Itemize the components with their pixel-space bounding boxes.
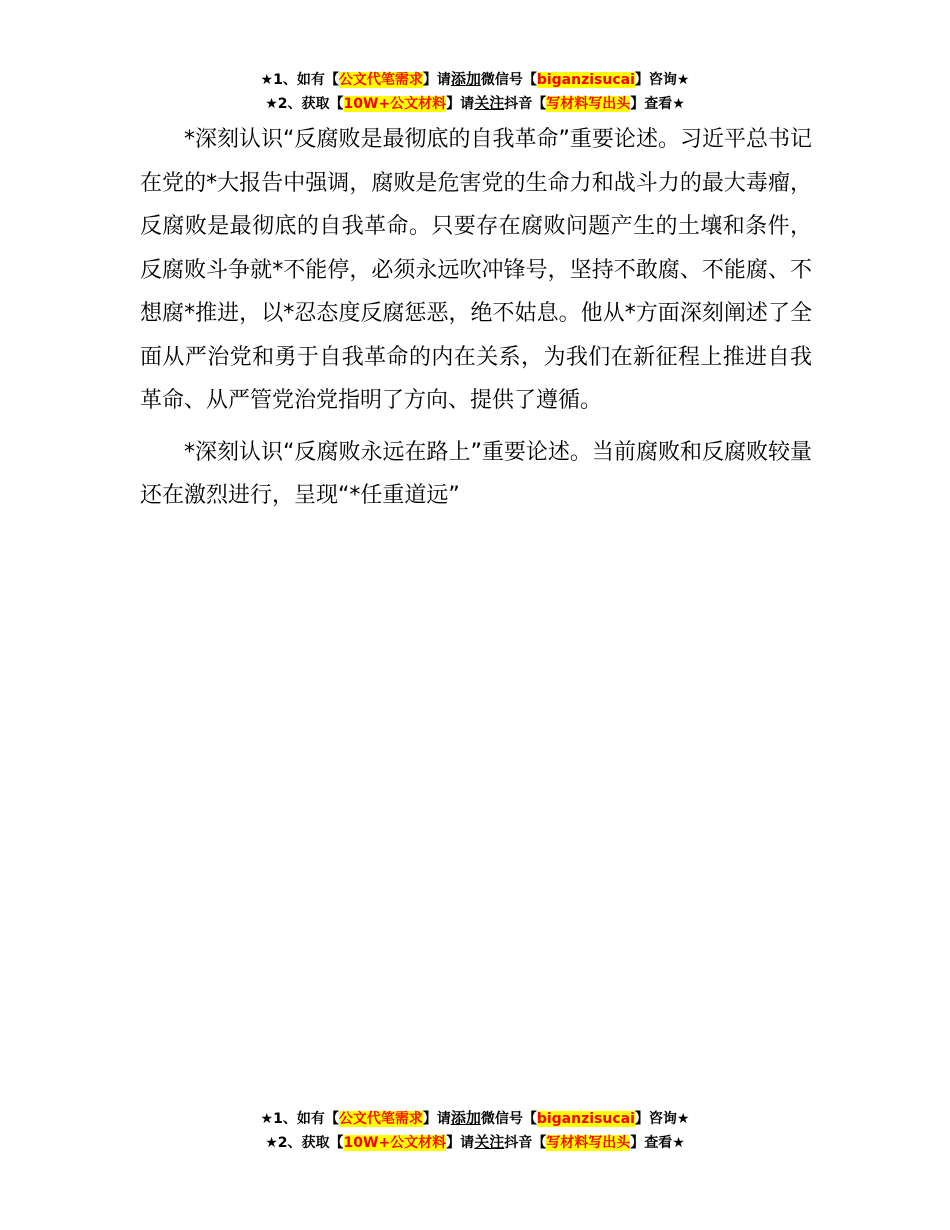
header-ad-banner bbox=[0, 68, 950, 116]
emphasized-text: 关注 bbox=[474, 94, 505, 112]
document-body bbox=[140, 118, 812, 526]
highlighted-wechat-id: biganzisucai bbox=[536, 72, 635, 88]
banner-text: 】查看★ bbox=[630, 1135, 685, 1151]
banner-text: ★2、获取【 bbox=[265, 96, 344, 112]
body-paragraph: *深刻认识“反腐败是最彻底的自我革命”重要论述。习近平总书记在党的*大报告中强调，腐败是危害党的生命力和战斗力的最大毒瘤，反腐败是最彻底的自我革命。只要存在腐败问题产生的土壤和条件，反腐败斗争就*不能停，必须永远吹冲锋号，坚持不敢腐、不能腐、不想腐*推进，以*忍态度反腐惩恶，绝不姑息。他从*方面深刻阐述了全面从严治党和勇于自我革命的内在关系，为我们在新征程上推进自我革命、从严管党治党指明了方向、提供了遵循。 bbox=[140, 127, 812, 413]
banner-text: 】请 bbox=[422, 1111, 451, 1127]
banner-text: 】查看★ bbox=[630, 96, 685, 112]
highlighted-account-name: 写材料写出头 bbox=[546, 96, 631, 112]
banner-text: ★1、如有【 bbox=[260, 1111, 339, 1127]
emphasized-text: 关注 bbox=[474, 1133, 505, 1151]
highlighted-text: 公文代笔需求 bbox=[338, 72, 423, 88]
banner-text: 】咨询★ bbox=[634, 1111, 690, 1127]
banner-text: 】请 bbox=[422, 72, 451, 88]
banner-text: ★2、获取【 bbox=[265, 1135, 344, 1151]
highlighted-account-name: 写材料写出头 bbox=[546, 1135, 631, 1151]
highlighted-wechat-id: biganzisucai bbox=[536, 1111, 635, 1127]
header-banner-line-2 bbox=[0, 92, 950, 116]
banner-text: 】咨询★ bbox=[634, 72, 690, 88]
banner-text: 微信号【 bbox=[480, 72, 537, 88]
highlighted-text: 10W+公文材料 bbox=[343, 96, 447, 112]
emphasized-text: 添加 bbox=[450, 1109, 481, 1127]
highlighted-text: 公文代笔需求 bbox=[338, 1111, 423, 1127]
body-paragraph: *深刻认识“反腐败永远在路上”重要论述。当前腐败和反腐败较量还在激烈进行，呈现“*任重道远” bbox=[140, 439, 812, 508]
footer-banner-line-2 bbox=[0, 1131, 950, 1155]
emphasized-text: 添加 bbox=[450, 70, 481, 88]
highlighted-text: 10W+公文材料 bbox=[343, 1135, 447, 1151]
footer-banner-line-1 bbox=[0, 1107, 950, 1131]
banner-text: 微信号【 bbox=[480, 1111, 537, 1127]
banner-text: ★1、如有【 bbox=[260, 72, 339, 88]
banner-text: 】请 bbox=[446, 1135, 475, 1151]
banner-text: 抖音【 bbox=[504, 1135, 547, 1151]
header-banner-line-1 bbox=[0, 68, 950, 92]
banner-text: 抖音【 bbox=[504, 96, 547, 112]
banner-text: 】请 bbox=[446, 96, 475, 112]
footer-ad-banner bbox=[0, 1107, 950, 1155]
